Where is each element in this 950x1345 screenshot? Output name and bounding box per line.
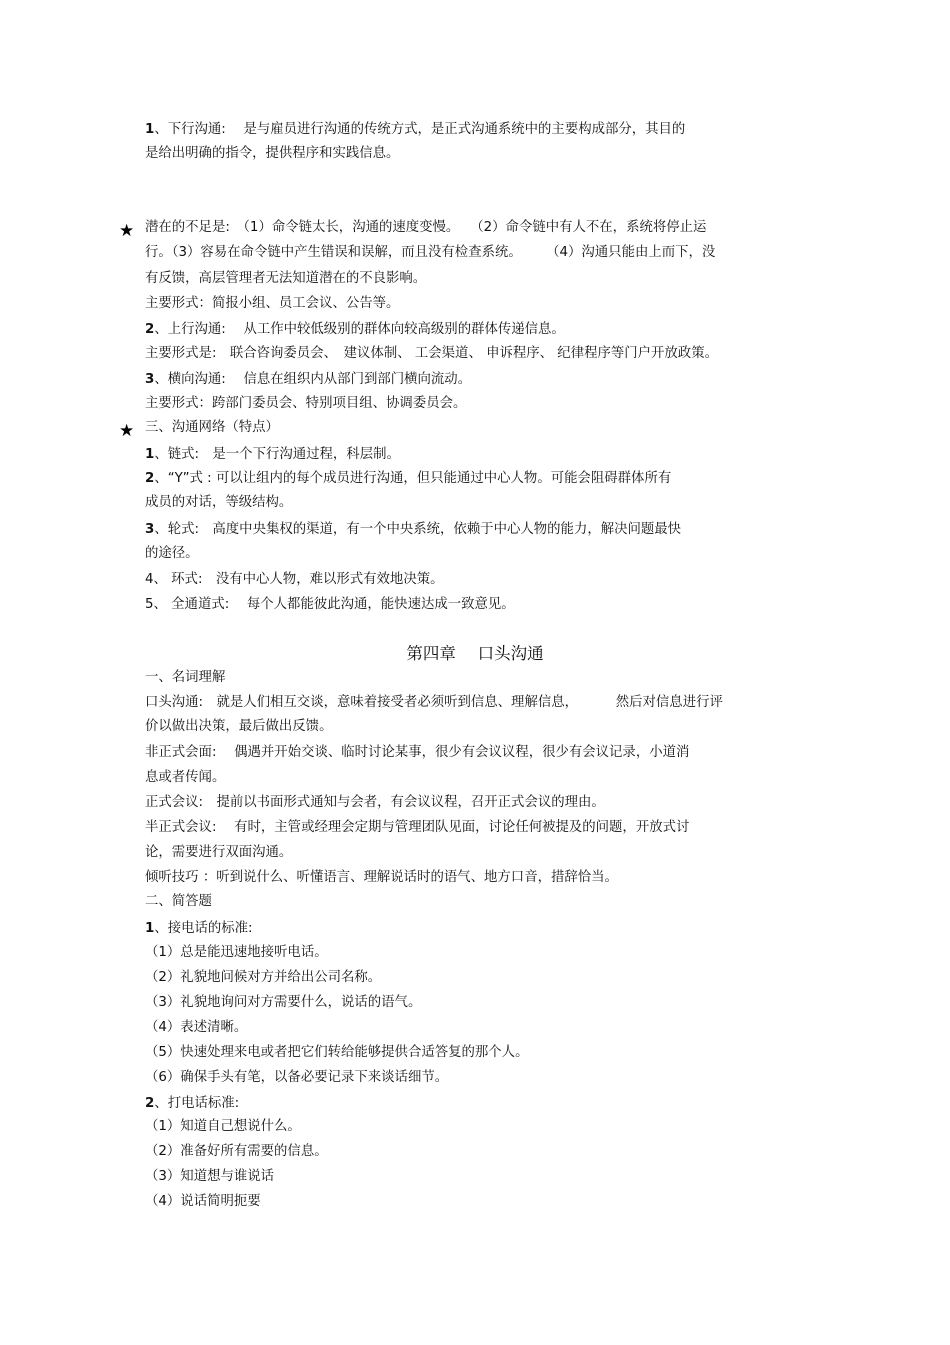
text-line [145, 321, 565, 339]
line-text: 成员的对话，等级结构。 [145, 495, 293, 510]
line-text: 、“Y”式 : 可以让组内的每个成员进行沟通，但只能通过中心人物。可能会阻碍群体所有 [154, 471, 672, 486]
line-text: 口头沟通: 就是人们相互交谈，意味着接受者必须听到信息、理解信息， 然后对信息进行评 [145, 695, 723, 710]
text-line [145, 1044, 528, 1062]
text-line [145, 419, 279, 437]
line-text: 论，需要进行双面沟通。 [145, 845, 293, 860]
text-line [145, 893, 212, 911]
text-line [145, 121, 685, 139]
line-text: 4、 环式: 没有中心人物，难以形式有效地决策。 [145, 572, 444, 587]
text-line [145, 470, 671, 488]
line-text: 、打电话标准: [154, 1096, 240, 1111]
line-text: （4）表述清晰。 [145, 1020, 248, 1035]
text-line [145, 1193, 261, 1211]
line-text: 、轮式: 高度中央集权的渠道，有一个中央系统，依赖于中心人物的能力，解决问题最快 [154, 522, 682, 537]
star-icon: ★ [119, 221, 135, 241]
text-line [145, 521, 681, 539]
text-line [145, 794, 605, 812]
text-line [145, 944, 328, 962]
text-line [145, 744, 689, 762]
text-line [145, 1168, 274, 1186]
item-number: 1 [145, 122, 155, 137]
line-text: 主要形式：简报小组、员工会议、公告等。 [145, 296, 400, 311]
line-text: 是给出明确的指令，提供程序和实践信息。 [145, 146, 400, 161]
text-line [145, 219, 706, 237]
chapter-title: 第四章 口头沟通 [406, 644, 544, 663]
text-line [145, 1069, 448, 1087]
line-text: （1）知道自己想说什么。 [145, 1119, 301, 1134]
text-line [145, 1019, 247, 1037]
line-text: （2）准备好所有需要的信息。 [145, 1144, 328, 1159]
text-line [145, 969, 381, 987]
text-line [145, 295, 399, 313]
text-line [145, 494, 292, 512]
text-line [145, 769, 225, 787]
line-text: 、上行沟通: 从工作中较低级别的群体向较高级别的群体传递信息。 [154, 322, 565, 337]
text-line [145, 869, 618, 887]
item-number: 2 [145, 322, 155, 337]
line-text: 、横向沟通: 信息在组织内从部门到部门横向流动。 [154, 372, 472, 387]
line-text: 二、简答题 [145, 894, 212, 909]
line-text: 价以做出决策，最后做出反馈。 [145, 719, 333, 734]
text-line [145, 718, 332, 736]
text-line [145, 1118, 301, 1136]
line-text: 、接电话的标准: [154, 921, 253, 936]
line-text: 三、沟通网络（特点） [145, 420, 279, 435]
text-line [145, 345, 718, 363]
line-text: 、链式: 是一个下行沟通过程，科层制。 [154, 447, 400, 462]
line-text: 潜在的不足是: （1）命令链太长，沟通的速度变慢。 （2）命令链中有人不在，系统将停止运 [145, 220, 707, 235]
line-text: （1）总是能迅速地接听电话。 [145, 945, 328, 960]
line-text: 息或者传闻。 [145, 770, 226, 785]
text-line [145, 920, 253, 938]
item-number: 1 [145, 921, 155, 936]
line-text: （3）礼貌地询问对方需要什么，说话的语气。 [145, 995, 422, 1010]
text-line [145, 1095, 239, 1113]
text-line [145, 844, 292, 862]
item-number: 1 [145, 447, 155, 462]
text-line [145, 819, 689, 837]
line-text: （5）快速处理来电或者把它们转给能够提供合适答复的那个人。 [145, 1045, 529, 1060]
item-number: 2 [145, 1096, 155, 1111]
text-line [145, 270, 426, 288]
line-text: （4）说话简明扼要 [145, 1194, 261, 1209]
line-text: 主要形式是: 联合咨询委员会、 建议体制、 工会渠道、 申诉程序、 纪律程序等门户开放政策。 [145, 346, 718, 361]
text-line [145, 571, 444, 589]
line-text: 主要形式：跨部门委员会、特别项目组、协调委员会。 [145, 396, 467, 411]
text-line [145, 596, 515, 614]
text-line [145, 545, 199, 563]
item-number: 3 [145, 372, 155, 387]
line-text: 一、名词理解 [145, 670, 226, 685]
line-text: 行。（3）容易在命令链中产生错误和误解，而且没有检查系统。 （4）沟通只能由上而下，没 [145, 245, 716, 260]
line-text: 正式会议: 提前以书面形式通知与会者，有会议议程，召开正式会议的理由。 [145, 795, 605, 810]
line-text: （2）礼貌地问候对方并给出公司名称。 [145, 970, 382, 985]
star-icon: ★ [119, 421, 135, 441]
line-text: 半正式会议: 有时，主管或经理会定期与管理团队见面，讨论任何被提及的问题，开放式讨 [145, 820, 690, 835]
text-line [145, 446, 400, 464]
text-line [145, 244, 715, 262]
text-line [145, 371, 471, 389]
text-line [145, 669, 225, 687]
item-number: 2 [145, 471, 155, 486]
line-text: 、下行沟通: 是与雇员进行沟通的传统方式，是正式沟通系统中的主要构成部分，其目的 [154, 122, 686, 137]
text-line [145, 1143, 328, 1161]
text-line [145, 994, 421, 1012]
line-text: 有反馈，高层管理者无法知道潜在的不良影响。 [145, 271, 427, 286]
line-text: （3）知道想与谁说话 [145, 1169, 275, 1184]
text-line [145, 694, 723, 712]
line-text: 的途径。 [145, 546, 199, 561]
text-line [145, 145, 399, 163]
line-text: （6）确保手头有笔，以备必要记录下来谈话细节。 [145, 1070, 449, 1085]
line-text: 倾听技巧 ：听到说什么、听懂语言、理解说话时的语气、地方口音，措辞恰当。 [145, 870, 618, 885]
line-text: 非正式会面: 偶遇并开始交谈、临时讨论某事，很少有会议议程，很少有会议记录，小道消 [145, 745, 690, 760]
item-number: 3 [145, 522, 155, 537]
line-text: 5、 全通道式: 每个人都能彼此沟通，能快速达成一致意见。 [145, 597, 515, 612]
text-line [145, 395, 466, 413]
